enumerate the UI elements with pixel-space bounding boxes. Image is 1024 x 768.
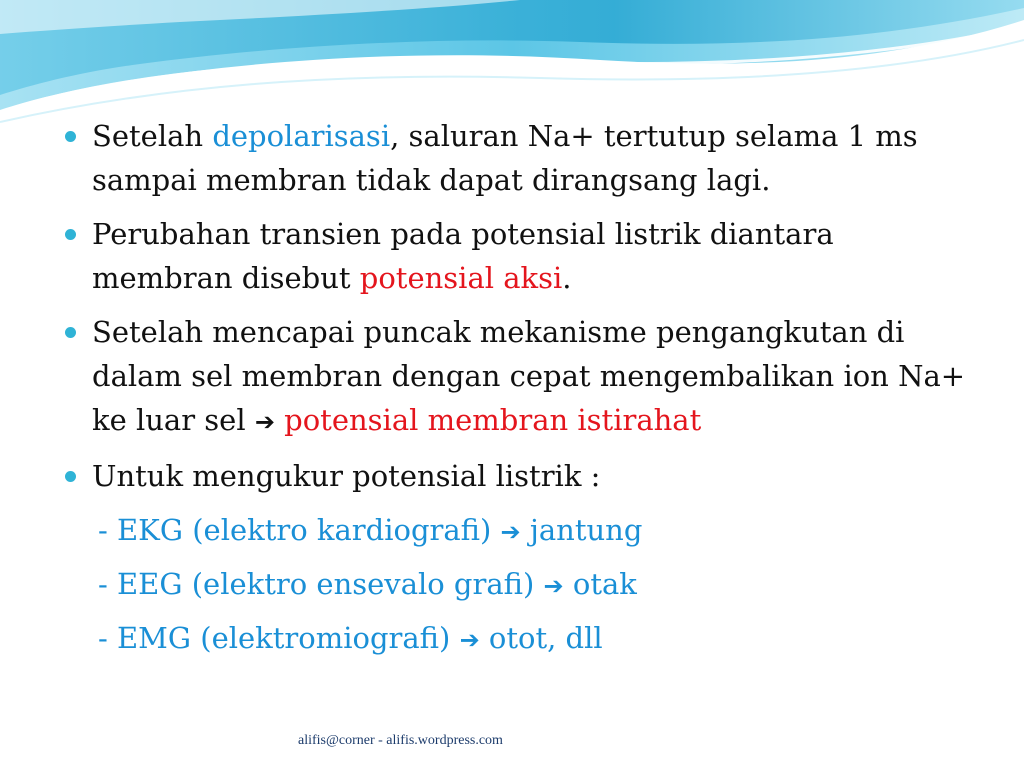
bullet-2-text-2: . bbox=[562, 261, 572, 295]
bullet-item-3 bbox=[62, 310, 982, 444]
bullet-dot-icon bbox=[65, 131, 76, 142]
footer-credit: alifis@corner - alifis.wordpress.com bbox=[298, 733, 503, 748]
bullet-1-text: Setelah bbox=[92, 119, 213, 153]
sub-item-eeg-left: - EEG (elektro ensevalo grafi) bbox=[98, 567, 544, 601]
sub-item-emg-left: - EMG (elektromiografi) bbox=[98, 621, 460, 655]
bullet-item-1 bbox=[62, 114, 982, 202]
bullet-dot-icon bbox=[65, 229, 76, 240]
arrow-right-icon: ➔ bbox=[459, 626, 480, 654]
bullet-4-text: Untuk mengukur potensial listrik : bbox=[92, 459, 601, 493]
arrow-right-icon: ➔ bbox=[254, 408, 275, 436]
sub-item-ekg-left: - EKG (elektro kardiografi) bbox=[98, 513, 501, 547]
sub-item-ekg bbox=[62, 508, 982, 554]
sub-item-emg bbox=[62, 616, 982, 662]
bullet-list bbox=[62, 114, 982, 662]
bullet-2-text: Perubahan transien pada potensial listrik diantara membran disebut bbox=[92, 217, 834, 295]
bullet-1-text-2: , saluran Na+ tertutup selama 1 ms sampai membran tidak dapat dirangsang lagi. bbox=[92, 119, 918, 197]
bullet-3-text: Setelah mencapai puncak mekanisme pengangkutan di dalam sel membran dengan cepat mengembalikan ion Na+ ke luar sel bbox=[92, 315, 966, 437]
bullet-2-highlight: potensial aksi bbox=[359, 261, 563, 295]
sub-item-ekg-right: jantung bbox=[520, 513, 643, 547]
bullet-item-4 bbox=[62, 454, 982, 498]
bullet-item-2 bbox=[62, 212, 982, 300]
sub-item-eeg-right: otak bbox=[563, 567, 637, 601]
header-wave-decoration bbox=[0, 0, 1024, 130]
arrow-right-icon: ➔ bbox=[500, 518, 521, 546]
bullet-3-highlight: potensial membran istirahat bbox=[284, 403, 702, 437]
sub-item-eeg bbox=[62, 562, 982, 608]
arrow-right-icon: ➔ bbox=[543, 572, 564, 600]
sub-item-emg-right: otot, dll bbox=[479, 621, 603, 655]
bullet-dot-icon bbox=[65, 471, 76, 482]
bullet-1-highlight: depolarisasi bbox=[212, 119, 391, 153]
bullet-dot-icon bbox=[65, 327, 76, 338]
